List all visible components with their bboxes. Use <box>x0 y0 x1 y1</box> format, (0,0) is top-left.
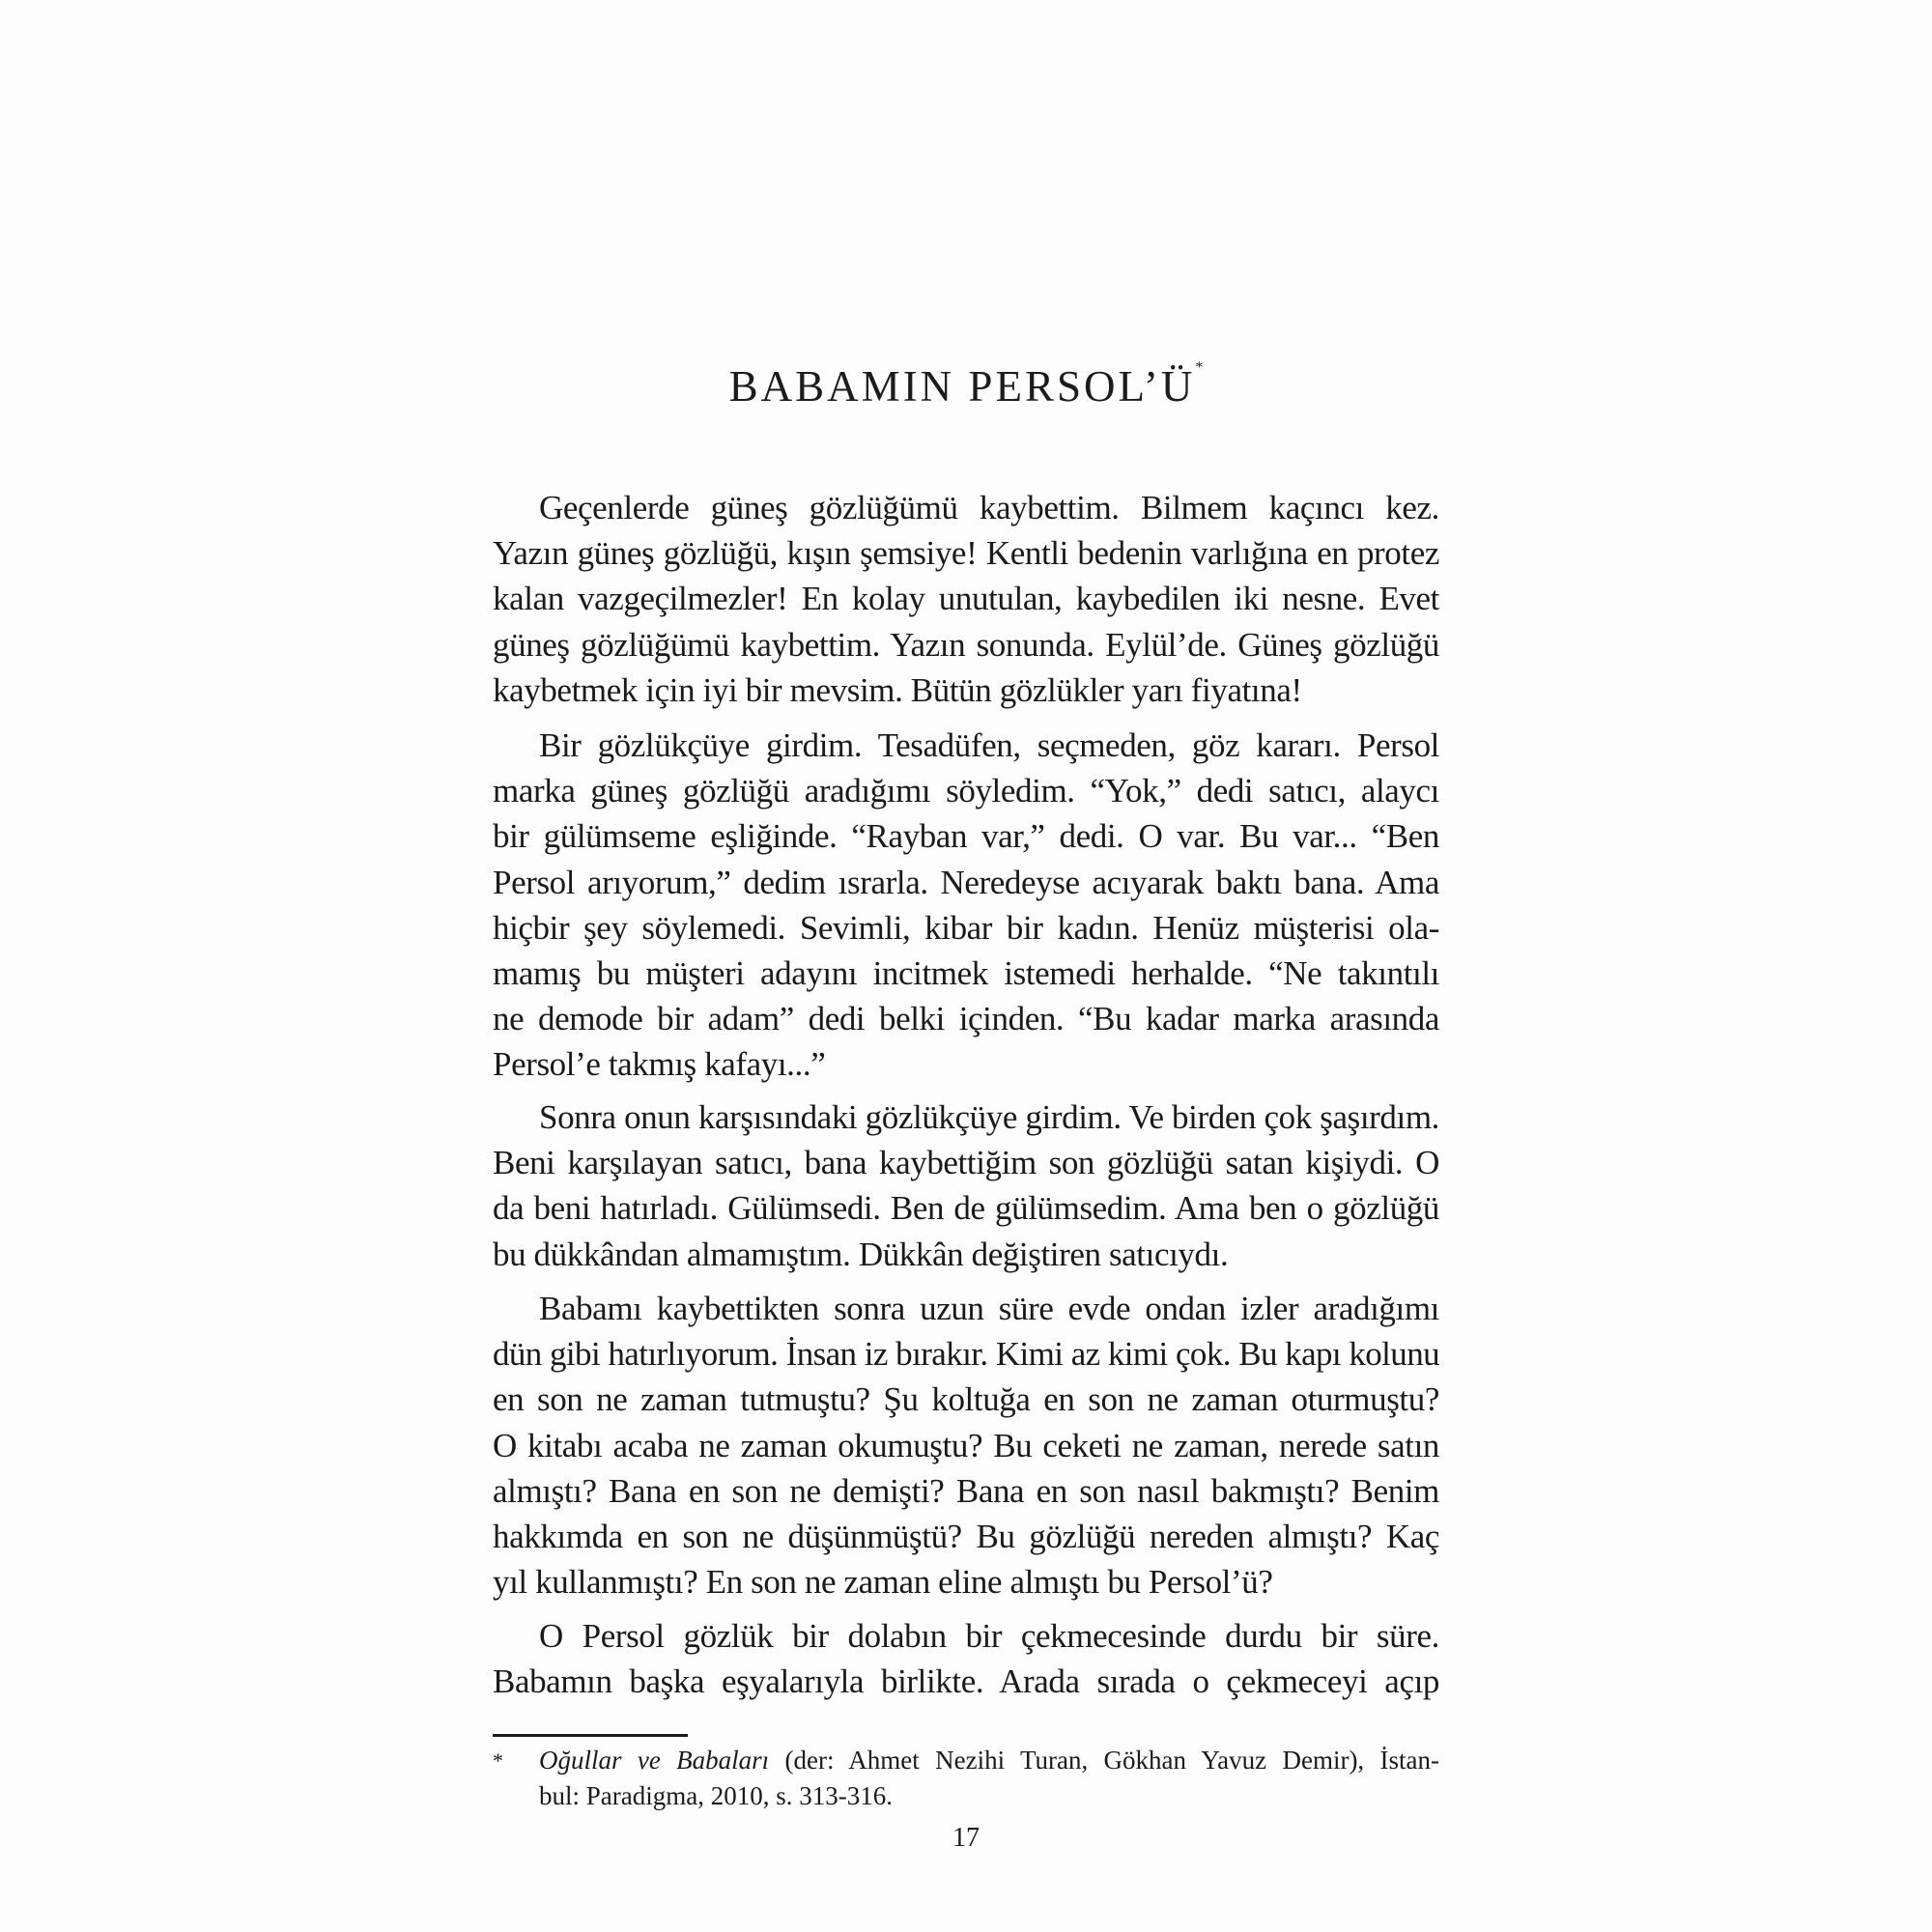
text-line: O Persol gözlük bir dolabın bir çekmecesinde durdu bir süre. <box>539 1617 1439 1655</box>
text-line: kaybetmek için iyi bir mevsim. Bütün gözlükler yarı fiyatına! <box>493 670 1302 709</box>
paragraph <box>493 1613 1439 1704</box>
text-line: yıl kullanmıştı? En son ne zaman eline almıştı bu Persol’ü? <box>493 1563 1273 1602</box>
text-line: Babamın başka eşyalarıyla birlikte. Arada sırada o çekmeceyi açıp <box>493 1662 1439 1701</box>
text-line: kalan vazgeçilmezler! En kolay unutulan, kaybedilen iki nesne. Evet <box>493 580 1439 618</box>
footnote-line-1-rest: (der: Ahmet Nezihi Turan, Gökhan Yavuz Demir), İstan- <box>769 1746 1439 1775</box>
paragraph <box>493 1286 1439 1605</box>
text-line: ne demode bir adam” dedi belki içinden. “Bu kadar marka arasında <box>493 1000 1439 1038</box>
text-line: Sonra onun karşısındaki gözlükçüye girdim. Ve birden çok şaşırdım. <box>539 1098 1439 1136</box>
chapter-title <box>0 357 1932 411</box>
paragraph <box>493 1094 1439 1277</box>
text-line: hakkımda en son ne düşünmüştü? Bu gözlüğü nereden almıştı? Kaç <box>493 1517 1439 1555</box>
footnote-line-1 <box>493 1743 1439 1778</box>
text-line: Persol’e takmış kafayı...” <box>493 1045 826 1084</box>
text-line: bu dükkândan almamıştım. Dükkân değiştiren satıcıydı. <box>493 1235 1229 1273</box>
footnote-mark: * <box>493 1748 503 1773</box>
footnote-book-title: Oğullar ve Babaları <box>539 1746 770 1775</box>
text-line: Yazın güneş gözlüğü, kışın şemsiye! Kentli bedenin varlığına en protez <box>493 534 1439 573</box>
chapter-title-text: BABAMIN PERSOL’Ü <box>728 362 1196 411</box>
footnote-line-2: bul: Paradigma, 2010, s. 313-316. <box>539 1781 893 1810</box>
text-line: güneş gözlüğümü kaybettim. Yazın sonunda. Eylül’de. Güneş gözlüğü <box>493 625 1439 664</box>
text-line: Persol arıyorum,” dedim ısrarla. Neredeyse acıyarak baktı bana. Ama <box>493 863 1439 901</box>
text-line: Geçenlerde güneş gözlüğümü kaybettim. Bilmem kaçıncı kez. <box>539 489 1439 526</box>
text-line: da beni hatırladı. Gülümsedi. Ben de gülümsedim. Ama ben o gözlüğü <box>493 1189 1439 1228</box>
title-footnote-mark: * <box>1195 359 1204 376</box>
text-line: bir gülümseme eşliğinde. “Rayban var,” dedi. O var. Bu var... “Ben <box>493 817 1439 856</box>
text-line: Beni karşılayan satıcı, bana kaybettiğim son gözlüğü satan kişiydi. O <box>493 1144 1439 1182</box>
paragraph <box>493 723 1439 1088</box>
text-line: almıştı? Bana en son ne demişti? Bana en son nasıl bakmıştı? Benim <box>493 1471 1439 1510</box>
text-line: Bir gözlükçüye girdim. Tesadüfen, seçmeden, göz kararı. Persol <box>539 726 1439 764</box>
text-line: en son ne zaman tutmuştu? Şu koltuğa en son ne zaman oturmuştu? <box>493 1380 1439 1419</box>
page-number: 17 <box>952 1823 980 1853</box>
text-line: Babamı kaybettikten sonra uzun süre evde ondan izler aradığımı <box>539 1290 1439 1327</box>
paragraph <box>493 485 1439 713</box>
text-line: dün gibi hatırlıyorum. İnsan iz bırakır. Kimi az kimi çok. Bu kapı kolunu <box>493 1335 1439 1374</box>
footnote <box>493 1743 1439 1814</box>
text-line: marka güneş gözlüğü aradığımı söyledim. “Yok,” dedi satıcı, alaycı <box>493 772 1439 810</box>
text-line: hiçbir şey söylemedi. Sevimli, kibar bir kadın. Henüz müşterisi ola- <box>493 908 1439 947</box>
footnote-rule <box>493 1734 688 1737</box>
text-line: mamış bu müşteri adayını incitmek istemedi herhalde. “Ne takıntılı <box>493 953 1439 992</box>
text-line: O kitabı acaba ne zaman okumuştu? Bu ceketi ne zaman, nerede satın <box>493 1426 1439 1464</box>
